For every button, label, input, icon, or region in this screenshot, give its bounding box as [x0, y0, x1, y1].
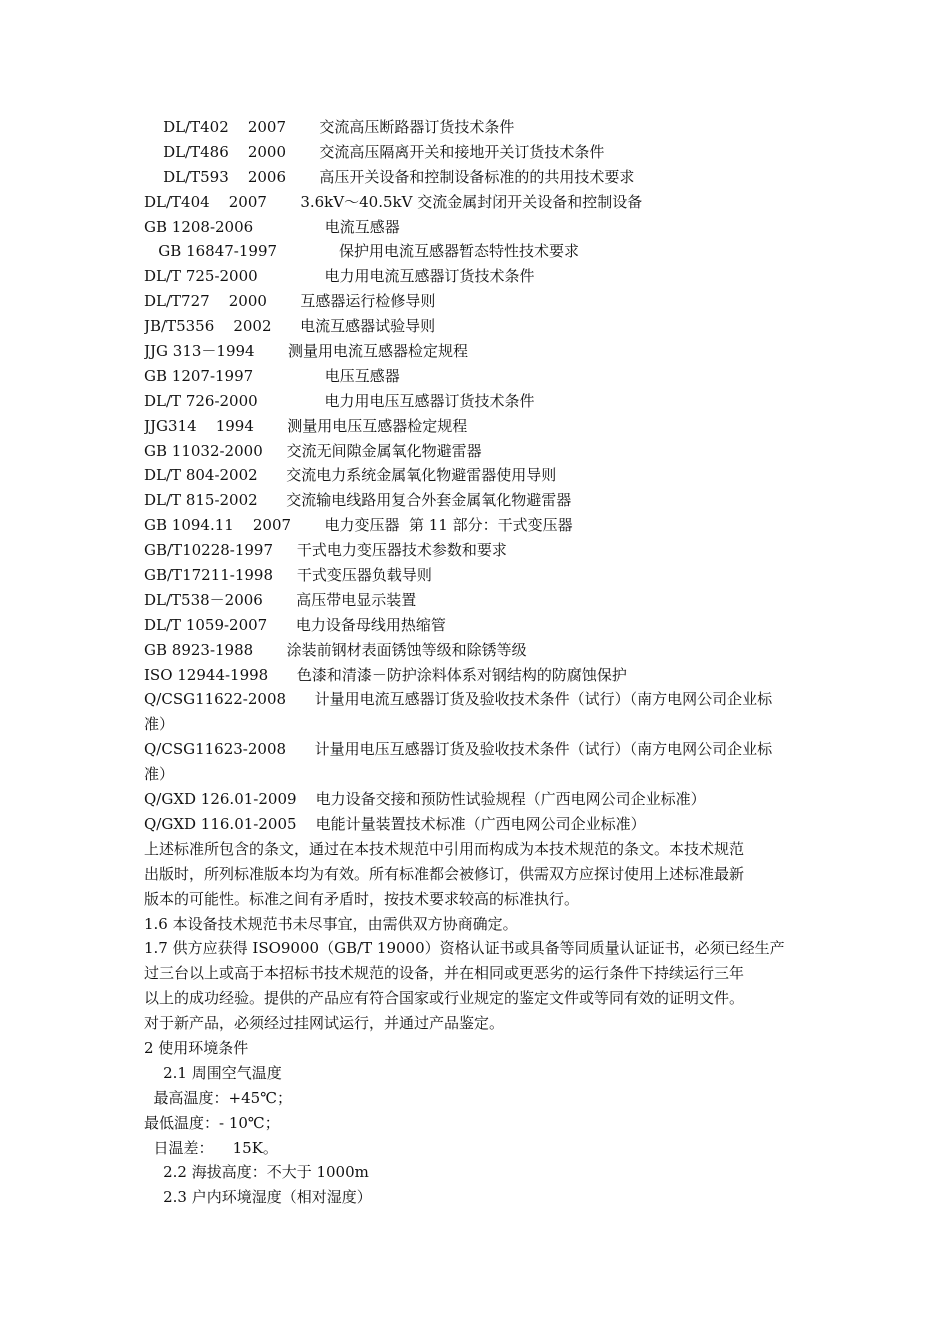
standard-line	[144, 563, 810, 588]
standard-line	[144, 663, 810, 688]
standard-title: 交流高压隔离开关和接地开关订货技术条件	[319, 142, 605, 161]
standard-code: GB 1094.11 2007	[144, 516, 292, 535]
standard-line	[144, 339, 810, 364]
standard-title: 测量用电压互感器检定规程	[287, 416, 468, 435]
standard-line	[144, 165, 810, 190]
standard-code: GB 1208-2006	[144, 217, 254, 236]
standard-title: 互感器运行检修导则	[300, 292, 436, 311]
standard-line	[144, 414, 810, 439]
standard-title: 交流电力系统金属氧化物避雷器使用导则	[286, 466, 557, 485]
standard-title: 电力用电压互感器订货技术条件	[324, 391, 535, 410]
standard-line	[144, 115, 810, 140]
document-body	[144, 115, 810, 1210]
standard-title: 涂装前钢材表面锈蚀等级和除锈等级	[286, 640, 527, 659]
standard-title: 色漆和清漆－防护涂料体系对钢结构的防腐蚀保护	[296, 665, 627, 684]
standard-code: ISO 12944-1998	[144, 665, 269, 684]
standard-code: JJG 313－1994	[144, 342, 255, 361]
standard-title: 电压互感器	[324, 366, 400, 385]
clause-1-7: 1.7 供方应获得 ISO9000（GB/T 19000）资格认证书或具备等同质量认证证书，必须已经生产 过三台以上或高于本招标书技术规范的设备，并在相同或更恶劣的运行条件下持续运行三年 以上的成功经验。提供的产品应有符合国家或行业规定的鉴定文件或等同有效的证明文件。 对于新产品，必须经过挂网试运行，并通过产品鉴定。	[144, 939, 785, 1033]
standard-code: DL/T 726-2000	[144, 391, 258, 410]
clause-1-6: 1.6 本设备技术规范书未尽事宜，由需供双方协商确定。	[144, 914, 518, 933]
standard-title: 交流高压断路器订货技术条件	[319, 118, 515, 136]
standard-line	[144, 289, 810, 314]
standard-code: DL/T 815-2002	[144, 491, 258, 510]
standard-line-continuation: 准）	[144, 715, 175, 734]
section-heading-2-2: 2.2 海拔高度：不大于 1000m	[144, 1163, 369, 1182]
standard-code: DL/T538－2006	[144, 590, 263, 609]
standard-title: 电流互感器	[324, 217, 400, 236]
standard-line	[144, 787, 810, 812]
standard-line	[144, 638, 810, 663]
standard-code: DL/T 804-2002	[144, 466, 258, 485]
standard-code: Q/GXD 116.01-2005	[144, 814, 297, 833]
standard-code: GB 1207-1997	[144, 366, 254, 385]
standard-line	[144, 239, 810, 264]
standard-line	[144, 463, 810, 488]
standard-title: 电力设备交接和预防性试验规程（广西电网公司企业标准）	[315, 790, 706, 809]
standard-code: GB 8923-1988	[144, 640, 254, 659]
standard-title: 电流互感器试验导则	[300, 317, 436, 336]
standard-title: 电力变压器 第 11 部分：干式变压器	[324, 516, 573, 535]
standard-line	[144, 389, 810, 414]
standard-title: 高压开关设备和控制设备标准的的共用技术要求	[319, 167, 635, 186]
standard-title: 干式变压器负载导则	[296, 566, 432, 585]
standard-code: DL/T727 2000	[144, 292, 267, 311]
standard-code: DL/T402 2007	[144, 118, 286, 136]
standard-line	[144, 264, 810, 289]
standard-code: GB 11032-2000	[144, 441, 263, 460]
standard-title: 测量用电流互感器检定规程	[287, 342, 468, 361]
standard-line	[144, 140, 810, 165]
standard-line	[144, 538, 810, 563]
reference-paragraph: 上述标准所包含的条文，通过在本技术规范中引用而构成为本技术规范的条文。本技术规范 出版时，所列标准版本均为有效。所有标准都会被修订，供需双方应探讨使用上述标准最新 版本的可能性。标准之间有矛盾时，按技术要求较高的标准执行。	[144, 839, 745, 908]
standard-line	[144, 588, 810, 613]
section-heading-2: 2 使用环境条件	[144, 1038, 249, 1057]
standard-line	[144, 439, 810, 464]
standard-line-wrapped: Q/CSG11623-2008 计量用电压互感器订货及验收技术条件（试行）（南方电网公司企业标	[144, 740, 773, 759]
standard-code: GB 16847-1997	[144, 242, 278, 261]
standard-title: 保护用电流互感器暂态特性技术要求	[339, 242, 580, 261]
standard-code: DL/T486 2000	[144, 142, 286, 161]
standard-code: JB/T5356 2002	[144, 317, 272, 336]
standard-code: DL/T593 2006	[144, 167, 286, 186]
standard-title: 电力设备母线用热缩管	[295, 615, 446, 634]
standard-line	[144, 364, 810, 389]
standard-line	[144, 513, 810, 538]
standard-code: JJG314 1994	[144, 416, 254, 435]
standard-line	[144, 812, 810, 837]
standard-code: GB/T10228-1997	[144, 541, 274, 560]
standard-title: 高压带电显示装置	[296, 590, 417, 609]
standard-code: Q/GXD 126.01-2009	[144, 790, 297, 809]
section-heading-2-3: 2.3 户内环境湿度（相对湿度）	[144, 1188, 372, 1207]
standard-code: DL/T404 2007	[144, 192, 267, 211]
standard-code: GB/T17211-1998	[144, 566, 274, 585]
standard-line	[144, 314, 810, 339]
standard-title: 电能计量装置技术标准（广西电网公司企业标准）	[315, 814, 646, 833]
standard-line	[144, 488, 810, 513]
standard-line-wrapped: Q/CSG11622-2008 计量用电流互感器订货及验收技术条件（试行）（南方电网公司企业标	[144, 690, 773, 709]
section-heading-2-1: 2.1 周围空气温度	[144, 1063, 282, 1082]
standard-code: DL/T 1059-2007	[144, 615, 268, 634]
standard-line	[144, 190, 810, 215]
temperature-daily-range: 日温差： 15K。	[144, 1138, 278, 1157]
temperature-max: 最高温度：+45℃；	[144, 1088, 292, 1107]
standard-title: 交流输电线路用复合外套金属氧化物避雷器	[286, 491, 572, 510]
standard-line-continuation: 准）	[144, 765, 175, 784]
standard-line	[144, 613, 810, 638]
standard-title: 电力用电流互感器订货技术条件	[324, 267, 535, 286]
temperature-min: 最低温度：- 10℃；	[144, 1113, 280, 1132]
standard-code: DL/T 725-2000	[144, 267, 258, 286]
standard-line	[144, 215, 810, 240]
standard-title: 3.6kV～40.5kV 交流金属封闭开关设备和控制设备	[300, 192, 643, 211]
standard-title: 干式电力变压器技术参数和要求	[296, 541, 507, 560]
standard-title: 交流无间隙金属氧化物避雷器	[286, 441, 482, 460]
